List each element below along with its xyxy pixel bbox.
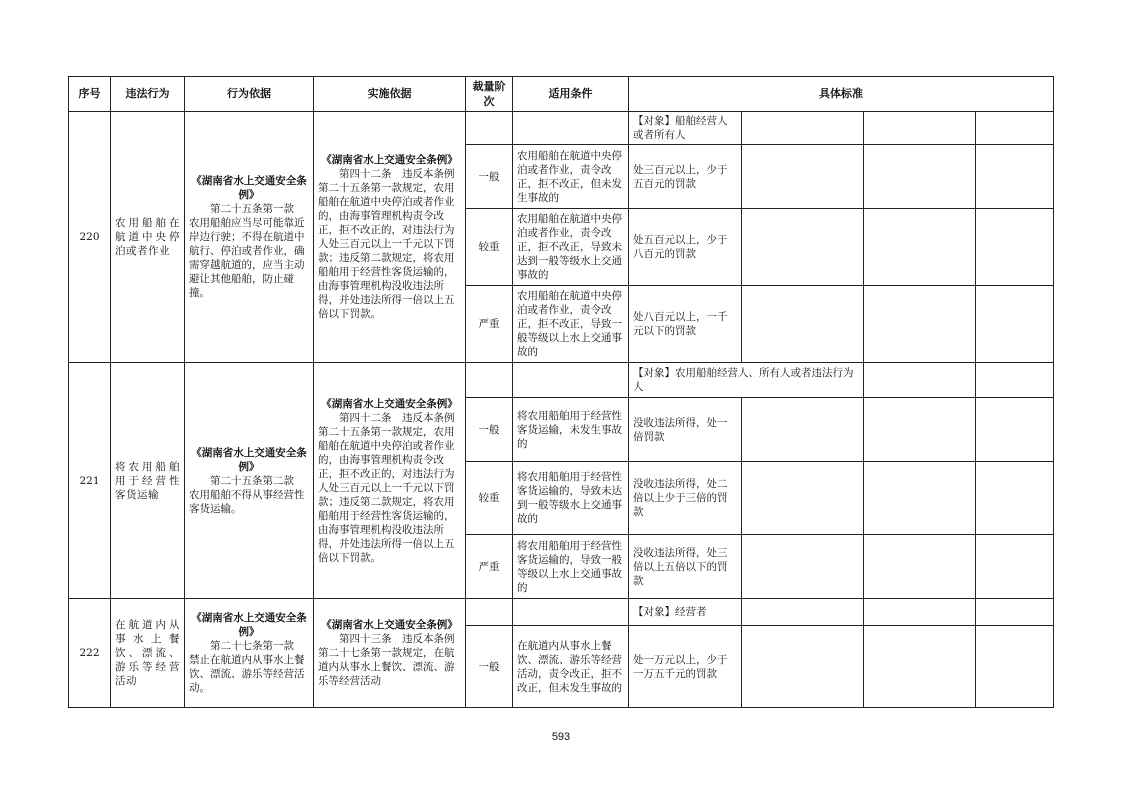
standard-empty: [742, 112, 864, 145]
condition-cell: 将农用船舶用于经营性客货运输的，导致未达到一般等级水上交通事故的: [513, 462, 629, 535]
standard-empty: [742, 209, 864, 286]
header-level: 裁量阶次: [466, 77, 513, 112]
standard-empty: [976, 535, 1054, 599]
header-condition: 适用条件: [513, 77, 629, 112]
level-cell: 严重: [466, 535, 513, 599]
header-basis: 行为依据: [185, 77, 314, 112]
standard-empty: [976, 145, 1054, 209]
level-empty: [466, 363, 513, 398]
level-cell: 严重: [466, 286, 513, 363]
standard-empty: [976, 286, 1054, 363]
standard-cell: 没收违法所得，处一倍罚款: [629, 398, 742, 462]
standard-empty: [976, 599, 1054, 626]
standard-empty: [864, 209, 976, 286]
violation-cell: 农用船舶在航道中央停泊或者作业: [111, 112, 185, 363]
standard-empty: [864, 112, 976, 145]
standard-empty: [976, 112, 1054, 145]
standard-empty: [742, 398, 864, 462]
standard-empty: [976, 626, 1054, 708]
enforcement-standards-table: [68, 76, 1054, 708]
standard-empty: [864, 535, 976, 599]
page-number: 593: [551, 731, 571, 743]
standard-empty: [864, 626, 976, 708]
basis-law-title: 《湖南省水上交通安全条例》: [191, 612, 307, 638]
header-implementation: 实施依据: [314, 77, 466, 112]
standard-empty: [976, 363, 1054, 398]
condition-cell: 农用船舶在航道中央停泊或者作业，责令改正，拒不改正，导致未达到一般等级水上交通事故的: [513, 209, 629, 286]
impl-text: 第四十二条 违反本条例第二十五条第一款规定，农用船舶在航道中央停泊或者作业的，由海事管理机构责令改正，拒不改正的，对违法行为人处三百元以上一千元以下罚款；违反第二款规定，将农用船舶用于经营性客货运输的，由海事管理机构没收违法所得，并处违法所得一倍以上五倍以下罚款。: [318, 411, 455, 564]
implementation-cell: [314, 599, 466, 708]
standard-cell: 处五百元以上，少于八百元的罚款: [629, 209, 742, 286]
standard-empty: [864, 462, 976, 535]
standard-cell: 处三百元以上，少于五百元的罚款: [629, 145, 742, 209]
standard-empty: [864, 286, 976, 363]
basis-text: 第二十五条第一款 农用船舶应当尽可能靠近岸边行驶；不得在航道中航行、停泊或者作业，确需穿越航道的，应当主动避让其他船舶，防止碰撞。: [189, 203, 305, 299]
header-seq: 序号: [69, 77, 111, 112]
row-number: 222: [69, 599, 111, 708]
row-number: 220: [69, 112, 111, 363]
table-row: [69, 363, 1054, 398]
table-row: [69, 599, 1054, 626]
implementation-cell: [314, 363, 466, 599]
target-cell: 【对象】经营者: [629, 599, 742, 626]
basis-cell: [185, 112, 314, 363]
violation-cell: 在航道内从事水上餐饮、漂流、游乐等经营活动: [111, 599, 185, 708]
standard-empty: [864, 599, 976, 626]
level-cell: 较重: [466, 462, 513, 535]
standard-empty: [742, 626, 864, 708]
basis-cell: [185, 363, 314, 599]
target-cell: 【对象】船舶经营人或者所有人: [629, 112, 742, 145]
row-number: 221: [69, 363, 111, 599]
condition-cell: 将农用船舶用于经营性客货运输，未发生事故的: [513, 398, 629, 462]
standard-empty: [742, 145, 864, 209]
level-cell: 较重: [466, 209, 513, 286]
standard-empty: [864, 398, 976, 462]
header-violation: 违法行为: [111, 77, 185, 112]
condition-empty: [513, 363, 629, 398]
condition-cell: 农用船舶在航道中央停泊或者作业，责令改正，拒不改正，但未发生事故的: [513, 145, 629, 209]
table-row: [69, 112, 1054, 145]
target-cell: 【对象】农用船舶经营人、所有人或者违法行为人: [629, 363, 864, 398]
violation-cell: 将农用船舶用于经营性客货运输: [111, 363, 185, 599]
condition-cell: 农用船舶在航道中央停泊或者作业，责令改正，拒不改正，导致一般等级以上水上交通事故的: [513, 286, 629, 363]
condition-cell: 将农用船舶用于经营性客货运输的，导致一般等级以上水上交通事故的: [513, 535, 629, 599]
standard-cell: 没收违法所得，处三倍以上五倍以下的罚款: [629, 535, 742, 599]
basis-cell: [185, 599, 314, 708]
impl-law-title: 《湖南省水上交通安全条例》: [321, 154, 458, 166]
standard-empty: [742, 462, 864, 535]
level-cell: 一般: [466, 145, 513, 209]
standard-empty: [976, 462, 1054, 535]
standard-cell: 没收违法所得，处二倍以上少于三倍的罚款: [629, 462, 742, 535]
standard-cell: 处一万元以上，少于一万五千元的罚款: [629, 626, 742, 708]
condition-empty: [513, 599, 629, 626]
impl-law-title: 《湖南省水上交通安全条例》: [321, 619, 458, 631]
condition-cell: 在航道内从事水上餐饮、漂流、游乐等经营活动，责令改正，拒不改正，但未发生事故的: [513, 626, 629, 708]
standard-empty: [742, 535, 864, 599]
header-row: [69, 77, 1054, 112]
standard-empty: [742, 599, 864, 626]
impl-law-title: 《湖南省水上交通安全条例》: [321, 397, 458, 410]
impl-text: 第四十二条 违反本条例第二十五条第一款规定，农用船舶在航道中央停泊或者作业的，由海事管理机构责令改正，拒不改正的，对违法行为人处三百元以上一千元以下罚款；违反第二款规定，将农用船舶用于经营性客货运输的，由海事管理机构没收违法所得，并处违法所得一倍以上五倍以下罚款。: [318, 168, 455, 320]
level-cell: 一般: [466, 626, 513, 708]
impl-text: 第四十三条 违反本条例第二十七条第一款规定，在航道内从事水上餐饮、漂流、游乐等经营活动: [318, 633, 455, 687]
standard-empty: [864, 145, 976, 209]
basis-text: 第二十五条第二款 农用船舶不得从事经营性客货运输。: [189, 474, 305, 515]
level-empty: [466, 112, 513, 145]
standard-empty: [864, 363, 976, 398]
basis-law-title: 《湖南省水上交通安全条例》: [191, 446, 307, 473]
condition-empty: [513, 112, 629, 145]
header-standard: 具体标准: [629, 77, 1054, 112]
level-cell: 一般: [466, 398, 513, 462]
standard-empty: [976, 398, 1054, 462]
basis-text: 第二十七条第一款 禁止在航道内从事水上餐饮、漂流、游乐等经营活动。: [189, 640, 305, 694]
standard-empty: [976, 209, 1054, 286]
basis-law-title: 《湖南省水上交通安全条例》: [191, 175, 307, 201]
standard-cell: 处八百元以上，一千元以下的罚款: [629, 286, 742, 363]
level-empty: [466, 599, 513, 626]
standard-empty: [742, 286, 864, 363]
implementation-cell: [314, 112, 466, 363]
